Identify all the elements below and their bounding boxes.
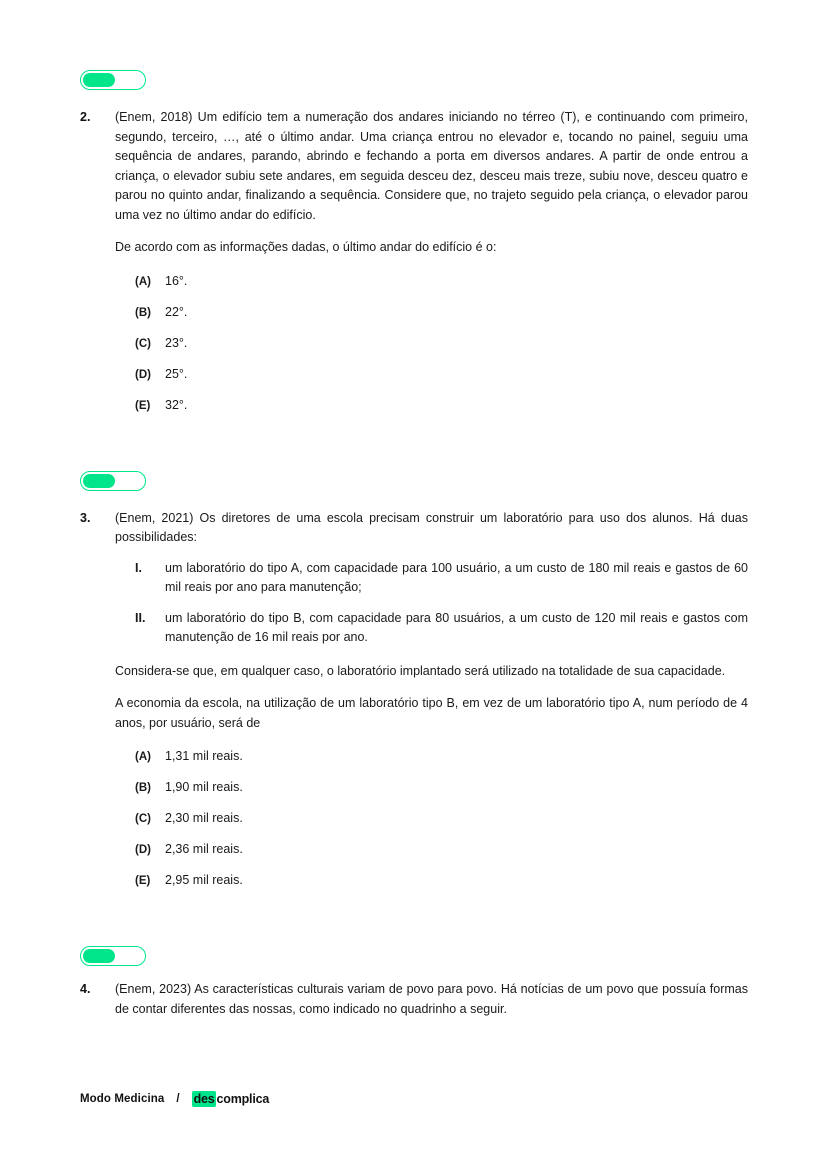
progress-pill-3[interactable] xyxy=(80,471,146,491)
question-number-2: 2. xyxy=(80,110,91,124)
alternative-text: 32°. xyxy=(165,397,188,412)
footer-separator: / xyxy=(176,1093,180,1105)
alternative-option[interactable] xyxy=(115,272,748,291)
alternative-option[interactable] xyxy=(115,747,748,766)
alternative-key: (A) xyxy=(135,275,151,288)
alternative-key: (D) xyxy=(135,844,151,856)
section-spacer xyxy=(0,902,828,946)
alternative-text: 1,90 mil reais. xyxy=(165,780,243,794)
alternative-text: 1,31 mil reais. xyxy=(165,749,243,763)
progress-pill-2[interactable] xyxy=(80,70,146,90)
alternative-text: 2,30 mil reais. xyxy=(165,811,243,825)
question-marker-row-2 xyxy=(80,70,748,90)
descomplica-logo xyxy=(192,1091,270,1107)
alternative-option[interactable] xyxy=(115,809,748,828)
alternative-text: 23°. xyxy=(165,335,188,350)
alternative-key: (A) xyxy=(135,751,151,763)
alternative-key: (B) xyxy=(135,782,151,794)
roman-item xyxy=(115,559,748,598)
question-row-4 xyxy=(80,980,748,1019)
alternative-option[interactable] xyxy=(115,778,748,797)
alternative-option[interactable] xyxy=(115,303,748,322)
question-block-4 xyxy=(0,946,828,1019)
alternative-option[interactable] xyxy=(115,840,748,859)
alternative-text: 22°. xyxy=(165,304,188,319)
question-block-3 xyxy=(0,471,828,903)
footer-title: Modo Medicina xyxy=(80,1093,165,1105)
brand-text: complica xyxy=(216,1092,270,1106)
alternative-option[interactable] xyxy=(115,871,748,890)
alternative-text: 2,95 mil reais. xyxy=(165,873,243,887)
question-body-2 xyxy=(115,108,748,427)
alternative-key: (E) xyxy=(135,399,151,412)
page-footer xyxy=(80,1091,269,1107)
brand-highlight: des xyxy=(193,1092,215,1106)
alternative-key: (C) xyxy=(135,813,151,825)
question-body-4 xyxy=(115,980,748,1019)
question-body-3 xyxy=(115,509,748,903)
alternative-text: 2,36 mil reais. xyxy=(165,842,243,856)
roman-label: II. xyxy=(135,610,146,625)
alternative-option[interactable] xyxy=(115,365,748,384)
progress-pill-4[interactable] xyxy=(80,946,146,966)
roman-text: um laboratório do tipo A, com capacidade para 100 usuário, a um custo de 180 mil reais e gastos de 60 mil reais por ano para manutenção; xyxy=(165,560,748,594)
alternative-key: (D) xyxy=(135,368,151,381)
alternatives-list-2 xyxy=(115,272,748,415)
alternatives-list-3 xyxy=(115,747,748,890)
roman-label: I. xyxy=(135,560,142,575)
alternative-text: 16°. xyxy=(165,273,188,288)
section-spacer xyxy=(0,427,828,471)
alternative-option[interactable] xyxy=(115,396,748,415)
question-row-2 xyxy=(80,108,748,427)
alternative-key: (B) xyxy=(135,306,151,319)
question-note-3: Considera-se que, em qualquer caso, o laboratório implantado será utilizado na totalidade de sua capacidade. xyxy=(115,663,726,678)
question-number-4: 4. xyxy=(80,982,91,996)
question-number-3: 3. xyxy=(80,510,91,525)
roman-item xyxy=(115,609,748,648)
question-block-2 xyxy=(0,0,828,427)
alternative-option[interactable] xyxy=(115,334,748,353)
question-marker-row-4 xyxy=(80,946,748,966)
question-statement-3: (Enem, 2021) Os diretores de uma escola precisam construir um laboratório para uso dos alunos. Há duas possibilidades: xyxy=(115,510,748,544)
question-statement-2: (Enem, 2018) Um edifício tem a numeração dos andares iniciando no térreo (T), e continuando com primeiro, segundo, terceiro, …, até o último andar. Uma criança entrou no elevador e, tocando no painel, seguiu uma sequência de andares, parando, abrindo e fechando a porta em diversos andares. A partir de onde entrou a criança, o elevador subiu sete andares, em seguida desceu dez, desceu mais treze, subiu nove, desceu quatro e parou no quinto andar, finalizando a sequência. Considere que, no trajeto seguido pela criança, o elevador parou uma vez no último andar do edifício. xyxy=(115,110,748,222)
question-statement-4: (Enem, 2023) As características culturais variam de povo para povo. Há notícias de um povo que possuía formas de contar diferentes das nossas, como indicado no quadrinho a seguir. xyxy=(115,982,748,1016)
question-marker-row-3 xyxy=(80,471,748,491)
question-row-3 xyxy=(80,509,748,903)
alternative-text: 25°. xyxy=(165,366,188,381)
question-prompt-3: A economia da escola, na utilização de um laboratório tipo B, em vez de um laboratório tipo A, num período de 4 anos, por usuário, será de xyxy=(115,696,748,730)
roman-text: um laboratório do tipo B, com capacidade para 80 usuários, a um custo de 120 mil reais e gastos com manutenção de 16 mil reais por ano. xyxy=(165,610,748,644)
alternative-key: (E) xyxy=(135,875,151,887)
alternative-key: (C) xyxy=(135,337,151,350)
question-prompt-2: De acordo com as informações dadas, o último andar do edifício é o: xyxy=(115,240,497,254)
